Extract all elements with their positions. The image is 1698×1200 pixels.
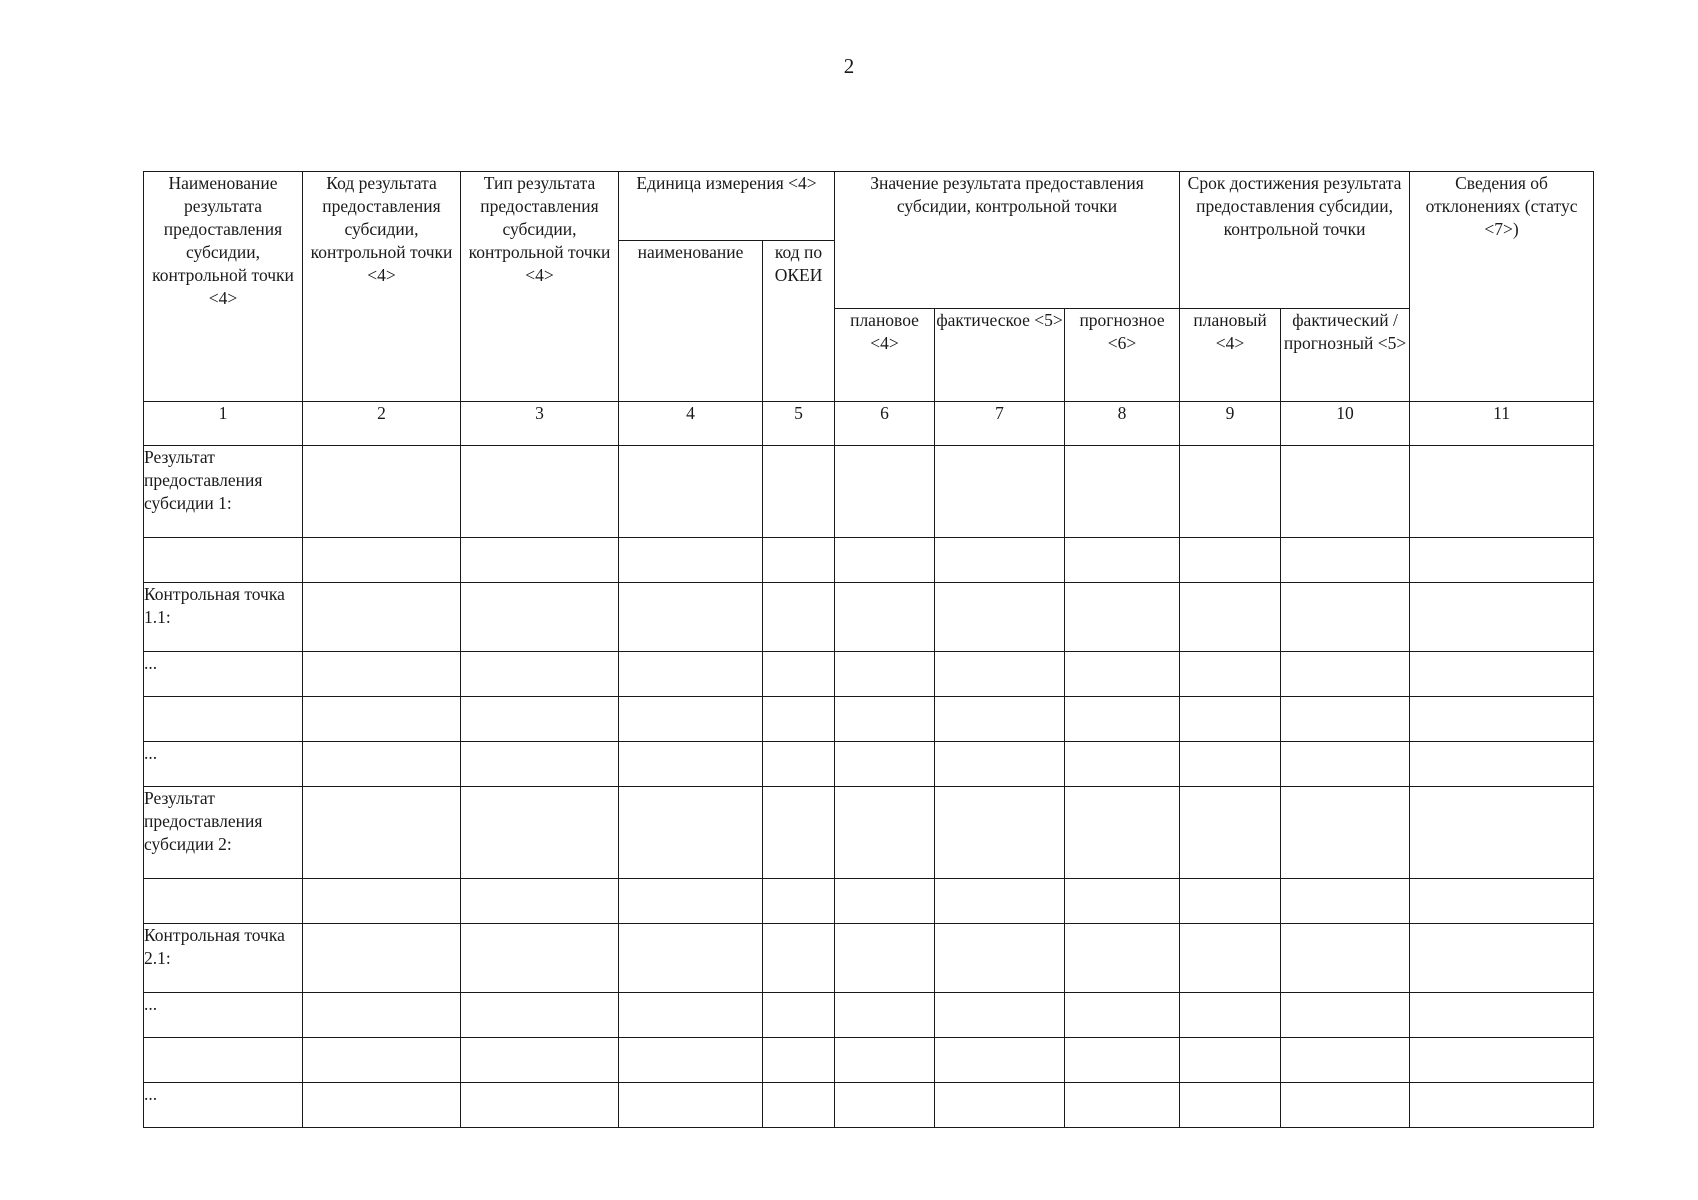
table-cell [1180, 583, 1281, 652]
results-table [143, 171, 1594, 1128]
table-cell [763, 879, 835, 924]
header-value-planned: плановое <4> [835, 309, 935, 402]
table-cell [1180, 538, 1281, 583]
header-deadline-actual: фактический /прогнозный <5> [1281, 309, 1410, 402]
table-cell [1410, 787, 1594, 879]
table-cell [835, 879, 935, 924]
table-cell [1281, 652, 1410, 697]
table-cell [935, 697, 1065, 742]
page-number: 2 [843, 54, 855, 78]
table-cell [835, 1083, 935, 1128]
table-cell [835, 993, 935, 1038]
column-number: 7 [935, 402, 1065, 446]
table-cell [1281, 446, 1410, 538]
row-label: Контрольная точка 1.1: [144, 583, 303, 652]
table-cell [1180, 652, 1281, 697]
table-cell [619, 1083, 763, 1128]
table-cell [763, 652, 835, 697]
header-deadline-planned: плановый <4> [1180, 309, 1281, 402]
table-row [144, 446, 1594, 538]
table-cell [1410, 697, 1594, 742]
table-cell [461, 787, 619, 879]
table-cell [935, 924, 1065, 993]
table-cell [763, 742, 835, 787]
table-cell [303, 697, 461, 742]
table-cell [1065, 1038, 1180, 1083]
header-name: Наименование результата предоставления субсидии, контрольной точки <4> [144, 172, 303, 402]
table-cell [935, 583, 1065, 652]
table-cell [1281, 1083, 1410, 1128]
row-label: ... [144, 652, 303, 697]
table-cell [1065, 697, 1180, 742]
row-label: Контрольная точка 2.1: [144, 924, 303, 993]
header-type: Тип результата предоставления субсидии, контрольной точки <4> [461, 172, 619, 402]
table-cell [461, 538, 619, 583]
header-unit-name: наименование [619, 241, 763, 402]
table-cell [763, 1083, 835, 1128]
table-cell [1180, 924, 1281, 993]
table-cell [763, 787, 835, 879]
table-cell [619, 652, 763, 697]
column-number: 3 [461, 402, 619, 446]
table-cell [619, 446, 763, 538]
table-cell [619, 879, 763, 924]
table-cell [1410, 1083, 1594, 1128]
table-cell [935, 1038, 1065, 1083]
table-cell [303, 1083, 461, 1128]
row-label [144, 879, 303, 924]
table-cell [1180, 697, 1281, 742]
column-number: 11 [1410, 402, 1594, 446]
table-cell [1281, 583, 1410, 652]
table-cell [619, 583, 763, 652]
row-label [144, 538, 303, 583]
table-cell [763, 924, 835, 993]
table-cell [1180, 879, 1281, 924]
table-cell [1065, 742, 1180, 787]
table-cell [1180, 993, 1281, 1038]
table-row [144, 879, 1594, 924]
row-label: Результат предоставления субсидии 1: [144, 446, 303, 538]
header-unit: Единица измерения <4> [619, 172, 835, 241]
column-number: 6 [835, 402, 935, 446]
table-cell [1065, 583, 1180, 652]
table-cell [935, 742, 1065, 787]
table-cell [835, 697, 935, 742]
table-row [144, 1038, 1594, 1083]
table-cell [1065, 538, 1180, 583]
column-number-row [144, 402, 1594, 446]
table-cell [835, 538, 935, 583]
table-cell [1065, 652, 1180, 697]
table-row [144, 1083, 1594, 1128]
row-label: Результат предоставления субсидии 2: [144, 787, 303, 879]
row-label: ... [144, 1083, 303, 1128]
table-cell [461, 1038, 619, 1083]
header-deviations: Сведения об отклонениях (статус <7>) [1410, 172, 1594, 402]
table-row [144, 652, 1594, 697]
header-value: Значение результата предоставления субсидии, контрольной точки [835, 172, 1180, 309]
table-cell [1180, 742, 1281, 787]
table-cell [935, 1083, 1065, 1128]
table-cell [303, 652, 461, 697]
table-cell [1180, 1083, 1281, 1128]
table-cell [935, 446, 1065, 538]
table-cell [1410, 879, 1594, 924]
table-cell [1281, 1038, 1410, 1083]
row-label: ... [144, 993, 303, 1038]
table-cell [461, 993, 619, 1038]
table-cell [303, 583, 461, 652]
table-cell [461, 879, 619, 924]
table-cell [835, 583, 935, 652]
table-cell [461, 742, 619, 787]
column-number: 5 [763, 402, 835, 446]
table-cell [303, 879, 461, 924]
table-cell [461, 446, 619, 538]
table-cell [1410, 924, 1594, 993]
table-cell [1180, 1038, 1281, 1083]
column-number: 4 [619, 402, 763, 446]
table-row [144, 538, 1594, 583]
table-body [144, 446, 1594, 1128]
table-cell [619, 697, 763, 742]
row-label [144, 1038, 303, 1083]
table-cell [461, 1083, 619, 1128]
table-cell [835, 652, 935, 697]
table-cell [935, 538, 1065, 583]
table-cell [763, 583, 835, 652]
table-cell [303, 446, 461, 538]
table-cell [835, 924, 935, 993]
table-cell [461, 652, 619, 697]
table-cell [619, 993, 763, 1038]
table-cell [1410, 538, 1594, 583]
table-cell [1281, 697, 1410, 742]
table-cell [835, 446, 935, 538]
table-cell [619, 787, 763, 879]
table-cell [1065, 1083, 1180, 1128]
table-cell [1410, 652, 1594, 697]
table-cell [935, 787, 1065, 879]
table-cell [763, 697, 835, 742]
table-cell [1410, 583, 1594, 652]
table-cell [1065, 446, 1180, 538]
table-cell [1410, 1038, 1594, 1083]
table-cell [935, 652, 1065, 697]
table-cell [1281, 787, 1410, 879]
table-cell [1065, 787, 1180, 879]
table-cell [1410, 993, 1594, 1038]
table-cell [763, 538, 835, 583]
table-row [144, 742, 1594, 787]
table-cell [461, 697, 619, 742]
table-cell [619, 538, 763, 583]
table-cell [835, 787, 935, 879]
table-cell [935, 993, 1065, 1038]
table-cell [619, 742, 763, 787]
table-cell [461, 924, 619, 993]
table-row [144, 583, 1594, 652]
table-cell [1281, 879, 1410, 924]
table-cell [461, 583, 619, 652]
column-number: 10 [1281, 402, 1410, 446]
table-cell [303, 787, 461, 879]
table-cell [1281, 742, 1410, 787]
column-number: 1 [144, 402, 303, 446]
column-number: 9 [1180, 402, 1281, 446]
table-cell [763, 993, 835, 1038]
header-code: Код результата предоставления субсидии, контрольной точки <4> [303, 172, 461, 402]
table-cell [619, 924, 763, 993]
header-deadline: Срок достижения результата предоставления субсидии, контрольной точки [1180, 172, 1410, 309]
header-unit-okei: код по ОКЕИ [763, 241, 835, 402]
column-number: 8 [1065, 402, 1180, 446]
header-value-forecast: прогнозное <6> [1065, 309, 1180, 402]
table-cell [835, 1038, 935, 1083]
table-cell [1180, 787, 1281, 879]
table-row [144, 924, 1594, 993]
table-cell [303, 538, 461, 583]
table-cell [619, 1038, 763, 1083]
table-cell [1281, 993, 1410, 1038]
table-cell [763, 446, 835, 538]
column-number: 2 [303, 402, 461, 446]
table-cell [303, 993, 461, 1038]
table-row [144, 993, 1594, 1038]
table-cell [303, 1038, 461, 1083]
table-cell [763, 1038, 835, 1083]
table-cell [1180, 446, 1281, 538]
table-cell [1065, 879, 1180, 924]
table-cell [835, 742, 935, 787]
table-row [144, 697, 1594, 742]
table-cell [1410, 742, 1594, 787]
table-cell [303, 924, 461, 993]
table-cell [935, 879, 1065, 924]
table-row [144, 787, 1594, 879]
table-cell [1281, 538, 1410, 583]
table-cell [303, 742, 461, 787]
table-cell [1065, 993, 1180, 1038]
table-cell [1410, 446, 1594, 538]
table-cell [1281, 924, 1410, 993]
header-value-actual: фактическое <5> [935, 309, 1065, 402]
row-label [144, 697, 303, 742]
row-label: ... [144, 742, 303, 787]
table-cell [1065, 924, 1180, 993]
